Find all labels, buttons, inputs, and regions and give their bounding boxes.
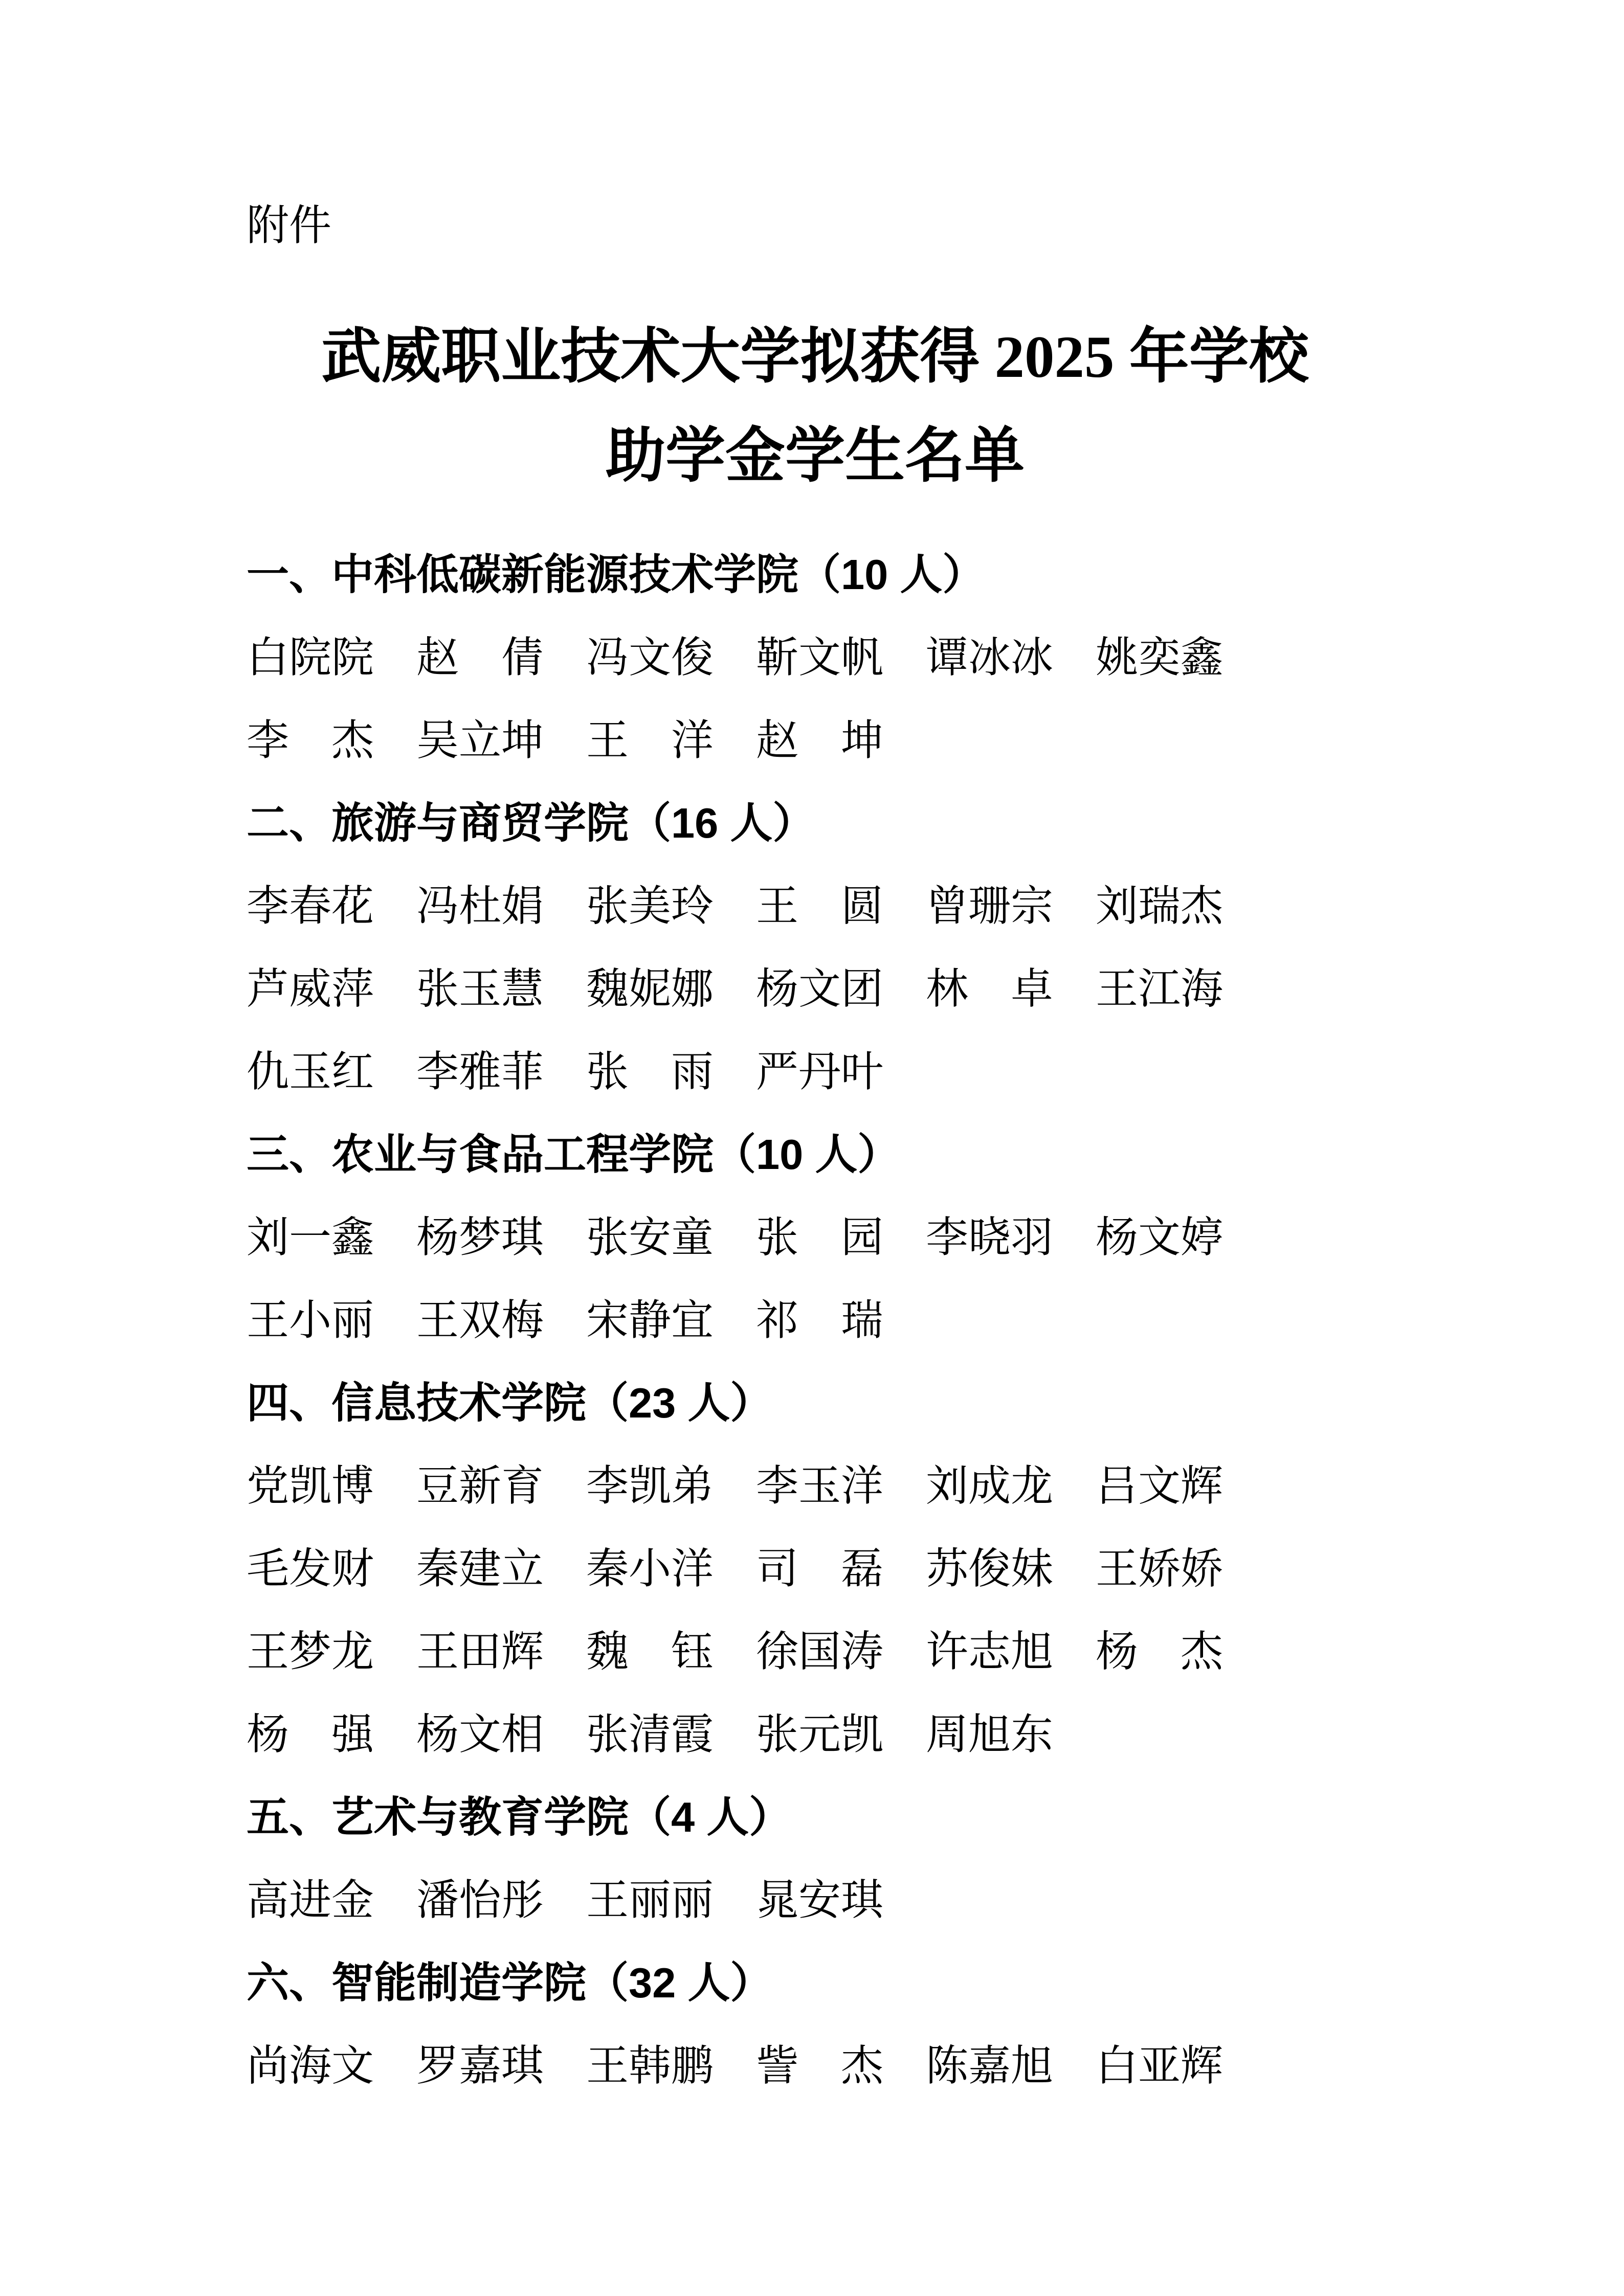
student-name-row: 尚海文 罗嘉琪 王韩鹏 訾 杰 陈嘉旭 白亚辉	[247, 2042, 1223, 2089]
student-name-row: 芦威萍 张玉慧 魏妮娜 杨文团 林 卓 王江海	[247, 965, 1223, 1012]
document-title	[247, 308, 1384, 506]
section-heading-4: 四、信息技术学院（23 人）	[247, 1379, 773, 1427]
section-heading-2: 二、旅游与商贸学院（16 人）	[247, 799, 815, 847]
section-heading-5: 五、艺术与教育学院（4 人）	[247, 1793, 792, 1841]
section-heading-6: 六、智能制造学院（32 人）	[247, 1959, 773, 2007]
section-heading-3: 三、农业与食品工程学院（10 人）	[247, 1130, 900, 1178]
student-name-row: 党凯博 豆新育 李凯弟 李玉洋 刘成龙 吕文辉	[247, 1462, 1223, 1510]
student-name-row: 王梦龙 王田辉 魏 钰 徐国涛 许志旭 杨 杰	[247, 1628, 1223, 1675]
sections-container	[247, 533, 1384, 2107]
student-name-row: 白院院 赵 倩 冯文俊 靳文帆 谭冰冰 姚奕鑫	[247, 634, 1223, 681]
section-heading-1: 一、中科低碳新能源技术学院（10 人）	[247, 550, 985, 598]
student-name-row: 王小丽 王双梅 宋静宜 祁 瑞	[247, 1296, 883, 1344]
student-name-row: 李 杰 吴立坤 王 洋 赵 坤	[247, 716, 883, 764]
student-name-row: 刘一鑫 杨梦琪 张安童 张 园 李晓羽 杨文婷	[247, 1213, 1223, 1261]
student-name-row: 仇玉红 李雅菲 张 雨 严丹叶	[247, 1048, 883, 1095]
student-name-row: 高进金 潘怡彤 王丽丽 晁安琪	[247, 1876, 883, 1924]
attachment-label: 附件	[247, 201, 331, 249]
title-line-2: 助学金学生名单	[605, 423, 1025, 490]
title-line-1: 武威职业技术大学拟获得 2025 年学校	[321, 324, 1309, 391]
student-name-row: 杨 强 杨文相 张清霞 张元凯 周旭东	[247, 1710, 1053, 1758]
student-name-row: 李春花 冯杜娟 张美玲 王 圆 曾珊宗 刘瑞杰	[247, 882, 1223, 930]
student-name-row: 毛发财 秦建立 秦小洋 司 磊 苏俊妹 王娇娇	[247, 1545, 1223, 1592]
